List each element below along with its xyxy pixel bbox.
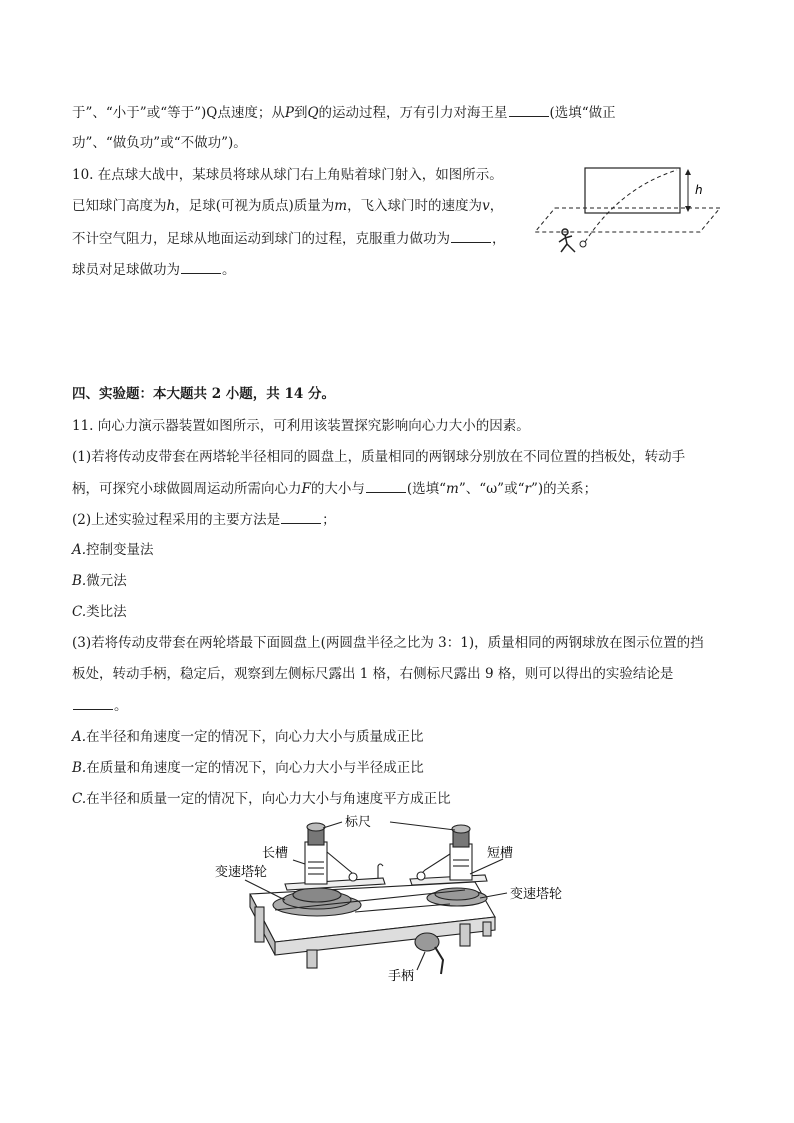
q10-blank-gravity-work[interactable] xyxy=(451,228,491,243)
centripetal-apparatus-figure xyxy=(205,812,605,992)
option-text: 控制变量法 xyxy=(86,542,154,558)
q9-text: 功”、“做负功”或“不做功”)。 xyxy=(72,135,247,151)
q11-option-c[interactable] xyxy=(72,602,127,622)
right-step-pulley xyxy=(435,888,479,900)
q9-line1 xyxy=(72,102,616,123)
goal-height-label: h xyxy=(695,183,703,197)
q9-answer-blank[interactable] xyxy=(509,102,549,117)
label-long-slot: 长槽 xyxy=(262,846,289,861)
q11-option-b[interactable] xyxy=(72,571,127,591)
right-ruler-cap xyxy=(452,825,470,833)
option-text: 在半径和角速度一定的情况下，向心力大小与质量成正比 xyxy=(86,729,424,745)
steel-ball xyxy=(417,872,425,880)
table-leg xyxy=(483,922,491,936)
option-text: 微元法 xyxy=(86,573,127,589)
option-text: 类比法 xyxy=(86,604,127,620)
option-letter: B. xyxy=(72,760,87,776)
q10-var-h: h xyxy=(166,198,176,214)
leader-line xyxy=(293,860,305,864)
ball-trajectory xyxy=(585,170,677,242)
option-text: 在质量和角速度一定的情况下，向心力大小与半径成正比 xyxy=(86,760,424,776)
q11-var-r: r xyxy=(524,481,531,497)
q11-blank-3[interactable] xyxy=(73,695,113,710)
option-letter: A. xyxy=(72,542,87,558)
q9-text: 到 xyxy=(293,105,308,121)
q10-line2 xyxy=(72,196,503,216)
q10-line1 xyxy=(72,165,503,185)
football xyxy=(580,241,586,247)
height-arrow-bottom xyxy=(685,206,691,212)
q11-p3-option-c[interactable] xyxy=(72,789,451,809)
q11-text: ； xyxy=(322,512,336,528)
section4-title-text: 四、实验题：本大题共 2 小题，共 14 分。 xyxy=(72,386,335,402)
q11-option-a[interactable] xyxy=(72,540,154,560)
q11-text: ”)的关系； xyxy=(530,481,598,497)
q11-text: 板处，转动手柄，稳定后，观察到左侧标尺露出 1 格，右侧标尺露出 9 格，则可以得出的实验结论是 xyxy=(72,666,674,682)
option-letter: A. xyxy=(72,729,87,745)
q11-var-m: m xyxy=(446,481,459,497)
option-letter: C. xyxy=(72,791,87,807)
q9-text: 的运动过程，万有引力对海王星 xyxy=(318,105,508,121)
q11-p3-option-b[interactable] xyxy=(72,758,424,778)
label-short-slot: 短槽 xyxy=(487,846,514,861)
q10-text: ， xyxy=(489,198,504,214)
q11-text: 柄，可探究小球做圆周运动所需向心力 xyxy=(72,481,302,497)
q11-text: 11. 向心力演示器装置如图所示，可利用该装置探究影响向心力大小的因素。 xyxy=(72,418,530,434)
q11-p1-line2 xyxy=(72,478,597,499)
q11-p3-line3 xyxy=(72,695,128,716)
option-letter: B. xyxy=(72,573,87,589)
q11-intro xyxy=(72,416,530,436)
q9-var-p: P xyxy=(284,105,294,121)
label-ruler: 标尺 xyxy=(345,815,372,830)
q10-var-m: m xyxy=(334,198,348,214)
label-handle: 手柄 xyxy=(388,969,415,984)
q11-p1-line1 xyxy=(72,447,685,467)
leader-line xyxy=(390,822,455,830)
q11-text: ”、“ω”或“ xyxy=(458,481,525,497)
q11-p3-option-a[interactable] xyxy=(72,727,424,747)
q11-blank-2[interactable] xyxy=(281,509,321,524)
q10-line3 xyxy=(72,228,506,249)
q9-text: 于”、“小于”或“等于”)Q点速度；从 xyxy=(72,105,285,121)
center-hook xyxy=(378,864,383,878)
q10-blank-player-work[interactable] xyxy=(181,259,221,274)
q11-var-f: F xyxy=(301,481,311,497)
q10-line4 xyxy=(72,259,236,280)
left-step-pulley xyxy=(293,888,341,902)
q10-text: 球员对足球做功为 xyxy=(72,262,180,278)
label-right-pulley: 变速塔轮 xyxy=(510,887,563,902)
q11-text: (选填“ xyxy=(406,481,447,497)
right-ruler-column xyxy=(450,844,472,880)
q10-var-v: v xyxy=(482,198,490,214)
q10-text: ，飞入球门时的速度为 xyxy=(347,198,483,214)
q10-text: ，足球(可视为质点)质量为 xyxy=(175,198,335,214)
q10-text: 。 xyxy=(222,262,236,278)
q11-blank-1[interactable] xyxy=(366,478,406,493)
q10-text: 10. 在点球大战中，某球员将球从球门右上角贴着球门射入，如图所示。 xyxy=(72,167,503,183)
leader-line xyxy=(323,822,342,828)
q9-line2 xyxy=(72,133,247,153)
steel-ball xyxy=(349,873,357,881)
crank-handle xyxy=(435,947,443,974)
option-letter: C. xyxy=(72,604,87,620)
q11-p3-line1 xyxy=(72,633,704,653)
q11-p3-line2 xyxy=(72,664,673,684)
option-text: 在半径和质量一定的情况下，向心力大小与角速度平方成正比 xyxy=(86,791,451,807)
q10-text: ， xyxy=(492,231,506,247)
q9-var-q: Q xyxy=(307,105,319,121)
left-ruler-column xyxy=(305,842,327,884)
q11-text: (1)若将传动皮带套在两塔轮半径相同的圆盘上，质量相同的两钢球分别放在不同位置的挡板处，转动手 xyxy=(72,449,686,465)
section4-title xyxy=(72,384,335,404)
q11-text: 的大小与 xyxy=(310,481,365,497)
left-ruler-cap xyxy=(307,823,325,831)
height-arrow-top xyxy=(685,169,691,175)
q9-text: (选填“做正 xyxy=(549,105,616,121)
goal-frame xyxy=(585,168,680,213)
q11-text: (2)上述实验过程采用的主要方法是 xyxy=(72,512,281,528)
q10-text: 已知球门高度为 xyxy=(72,198,167,214)
q11-text: 。 xyxy=(114,698,128,714)
label-left-pulley: 变速塔轮 xyxy=(215,865,268,880)
ground-plane xyxy=(535,208,720,232)
q10-goal-figure xyxy=(535,160,730,265)
q10-text: 不计空气阻力，足球从地面运动到球门的过程，克服重力做功为 xyxy=(72,231,450,247)
table-leg xyxy=(307,950,317,968)
leader-line xyxy=(417,952,425,970)
table-leg xyxy=(460,924,470,946)
table-leg xyxy=(255,907,264,942)
q11-p2 xyxy=(72,509,336,530)
q11-text: (3)若将传动皮带套在两轮塔最下面圆盘上(两圆盘半径之比为 3：1)，质量相同的两钢球放在图示位置的挡 xyxy=(72,635,704,651)
leader-line xyxy=(470,859,503,874)
